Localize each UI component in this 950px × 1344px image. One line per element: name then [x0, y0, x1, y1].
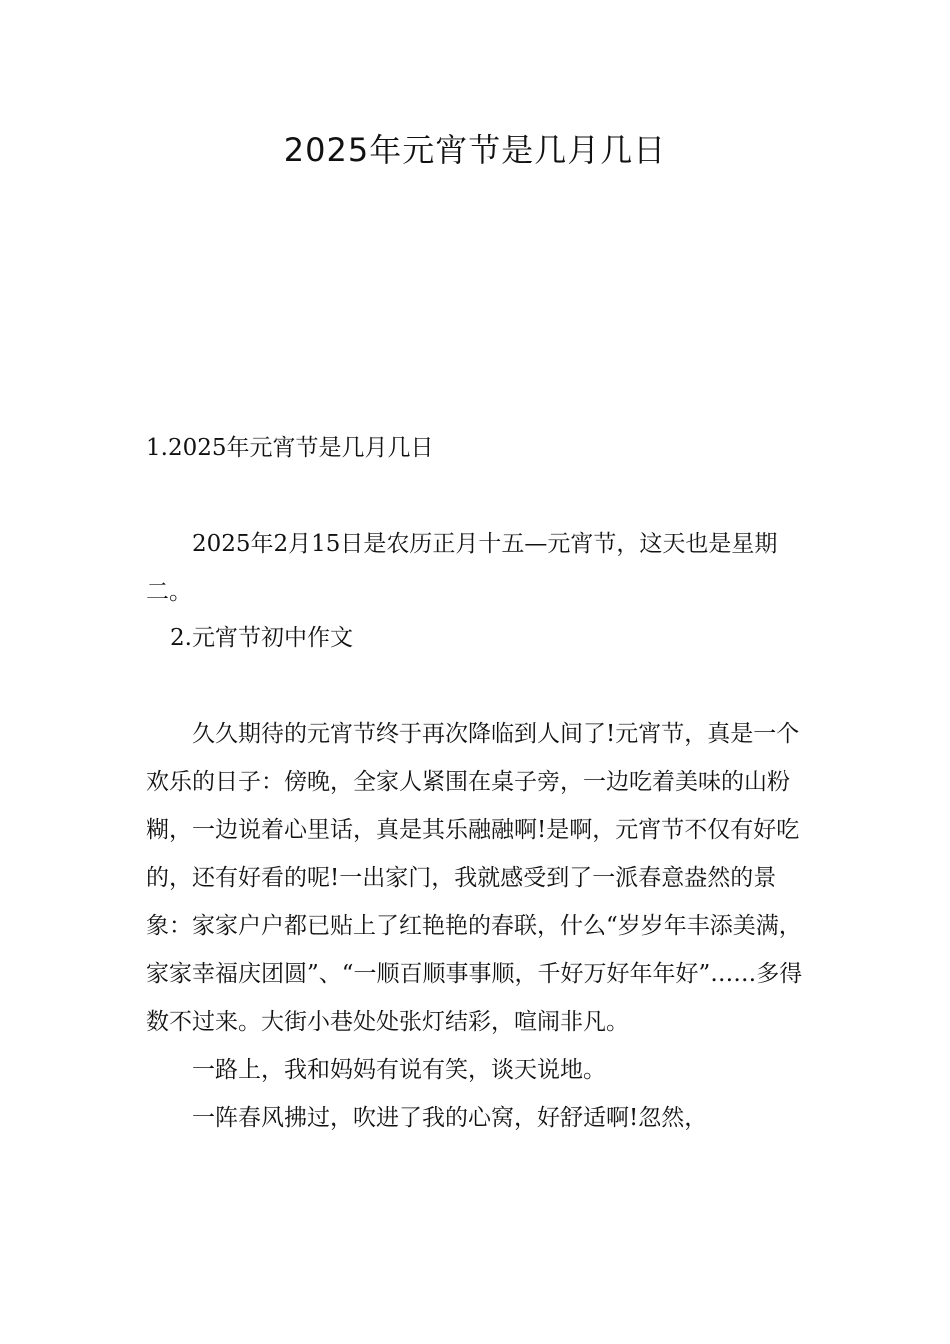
document-title: 2025年元宵节是几月几日: [283, 131, 667, 169]
document-body: [146, 426, 810, 1142]
section-1-heading: 1.2025年元宵节是几月几日: [146, 435, 434, 461]
spacer: [146, 470, 810, 520]
section-2-paragraph-2: 一路上，我和妈妈有说有笑，谈天说地。: [192, 1057, 606, 1083]
section-2-paragraph-1: 久久期待的元宵节终于再次降临到人间了!元宵节，真是一个欢乐的日子：傍晚，全家人紧围在桌子旁，一边吃着美味的山粉糊，一边说着心里话，真是其乐融融啊!是啊，元宵节不仅有好吃的，还有好看的呢!一出家门，我就感受到了一派春意盎然的景象：家家户户都已贴上了红艳艳的春联，什么“岁岁年丰添美满，家家幸福庆团圆”、“一顺百顺事事顺，千好万好年年好”……多得数不过来。大街小巷处处张灯结彩，喧闹非凡。: [146, 721, 803, 1035]
section-1-paragraph: 2025年2月15日是农历正月十五—元宵节，这天也是星期二。: [146, 531, 778, 605]
section-2-paragraph-3: 一阵春风拂过，吹进了我的心窝，好舒适啊!忽然，: [192, 1105, 708, 1131]
spacer: [146, 660, 810, 710]
section-2-heading: 2.元宵节初中作文: [170, 625, 353, 651]
